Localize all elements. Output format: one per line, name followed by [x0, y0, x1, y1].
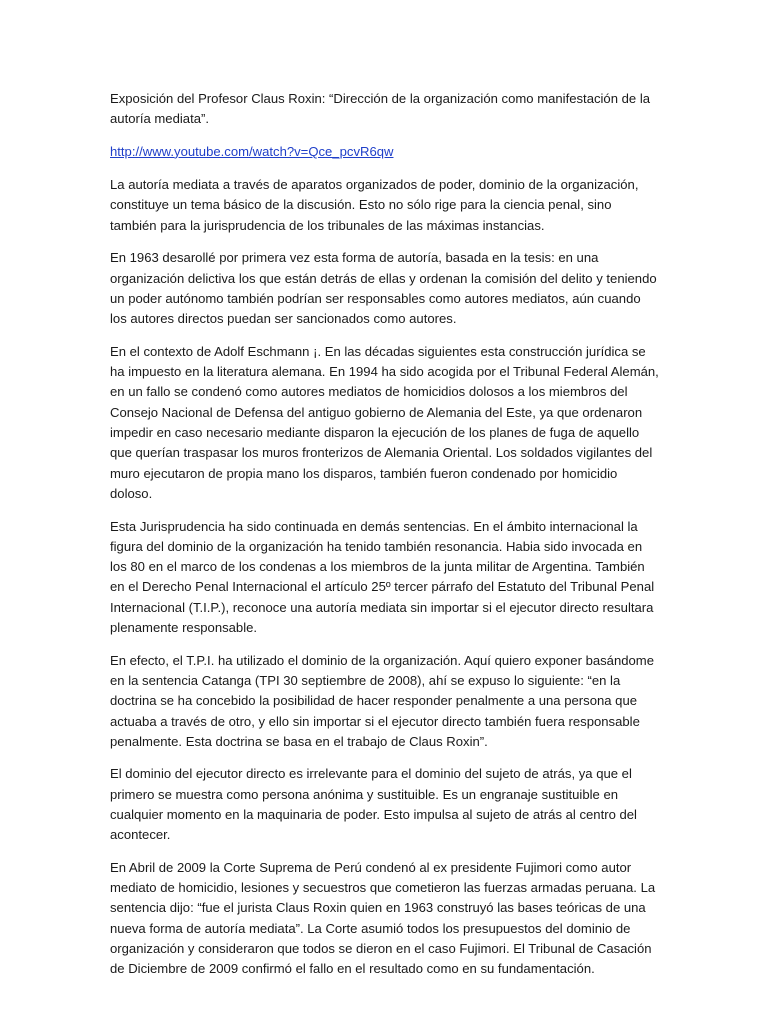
paragraph-1: La autoría mediata a través de aparatos organizados de poder, dominio de la organización, constituye un tema básico de la discusión. Esto no sólo rige para la ciencia penal, sino también para la jurisprudencia de los tribunales de las máximas instancias. — [110, 177, 639, 233]
youtube-link[interactable]: http://www.youtube.com/watch?v=Qce_pcvR6qw — [110, 143, 394, 159]
paragraph-7: En Abril de 2009 la Corte Suprema de Perú condenó al ex presidente Fujimori como autor mediato de homicidio, lesiones y secuestros que cometieron las fuerzas armadas peruana. La sentencia dijo: “fue el jurista Claus Roxin quien en 1963 construyó las bases teóricas de una nueva forma de autoría mediata”. La Corte asumió todos los presupuestos del dominio de organización y consideraron que todos se dieron en el caso Fujimori. El Tribunal de Casación de Diciembre de 2009 confirmó el fallo en el resultado como en su fundamentación. — [110, 859, 656, 977]
paragraph-2: En 1963 desarollé por primera vez esta forma de autoría, basada en la tesis: en una organización delictiva los que están detrás de ellas y ordenan la comisión del delito y teniendo un poder autónomo también podrían ser responsables como autores mediatos, aún cuando los autores directos puedan ser sancionados como autores. — [110, 250, 657, 327]
paragraph-5: En efecto, el T.P.I. ha utilizado el dominio de la organización. Aquí quiero exponer basándome en la sentencia Catanga (TPI 30 septiembre de 2008), ahí se expuso lo siguiente: “en la doctrina se ha concebido la posibilidad de hacer responder penalmente a una persona que actuaba a través de otro, y ello sin importar si el ejecutor directo también fuera responsable penalmente. Esta doctrina se basa en el trabajo de Claus Roxin”. — [110, 652, 654, 749]
link-paragraph — [110, 142, 660, 162]
document-heading: Exposición del Profesor Claus Roxin: “Dirección de la organización como manifestación de la autoría mediata”. — [110, 91, 651, 127]
paragraph-3: En el contexto de Adolf Eschmann ¡. En las décadas siguientes esta construcción jurídica se ha impuesto en la literatura alemana. En 1994 ha sido acogida por el Tribunal Federal Alemán, en un fallo se condenó como autores mediatos de homicidios dolosos a los miembros del Consejo Nacional de Defensa del antiguo gobierno de Alemania del Este, ya que ordenaron impedir en caso necesario mediante disparon la ejecución de los planes de fuga de aquello que querían traspasar los muros fronterizos de Alemania Oriental. Los soldados vigilantes del muro ejecutaron de propia mano los disparos, también fueron condenado por homicidio doloso. — [110, 343, 659, 501]
document-page — [110, 89, 660, 992]
paragraph-4: Esta Jurisprudencia ha sido continuada en demás sentencias. En el ámbito internacional la figura del dominio de la organización ha tenido también resonancia. Habia sido invocada en los 80 en el marco de los condenas a los miembros de la junta militar de Argentina. También en el Derecho Penal Internacional el artículo 25º tercer párrafo del Estatuto del Tribunal Penal Internacional (T.I.P.), reconoce una autoría mediata sin importar si el ejecutor directo resultara plenamente responsable. — [110, 518, 655, 636]
paragraph-6: El dominio del ejecutor directo es irrelevante para el dominio del sujeto de atrás, ya que el primero se muestra como persona anónima y sustituible. Es un engranaje sustituible en cualquier momento en la maquinaria de poder. Esto impulsa al sujeto de atrás al centro del acontecer. — [110, 766, 637, 843]
